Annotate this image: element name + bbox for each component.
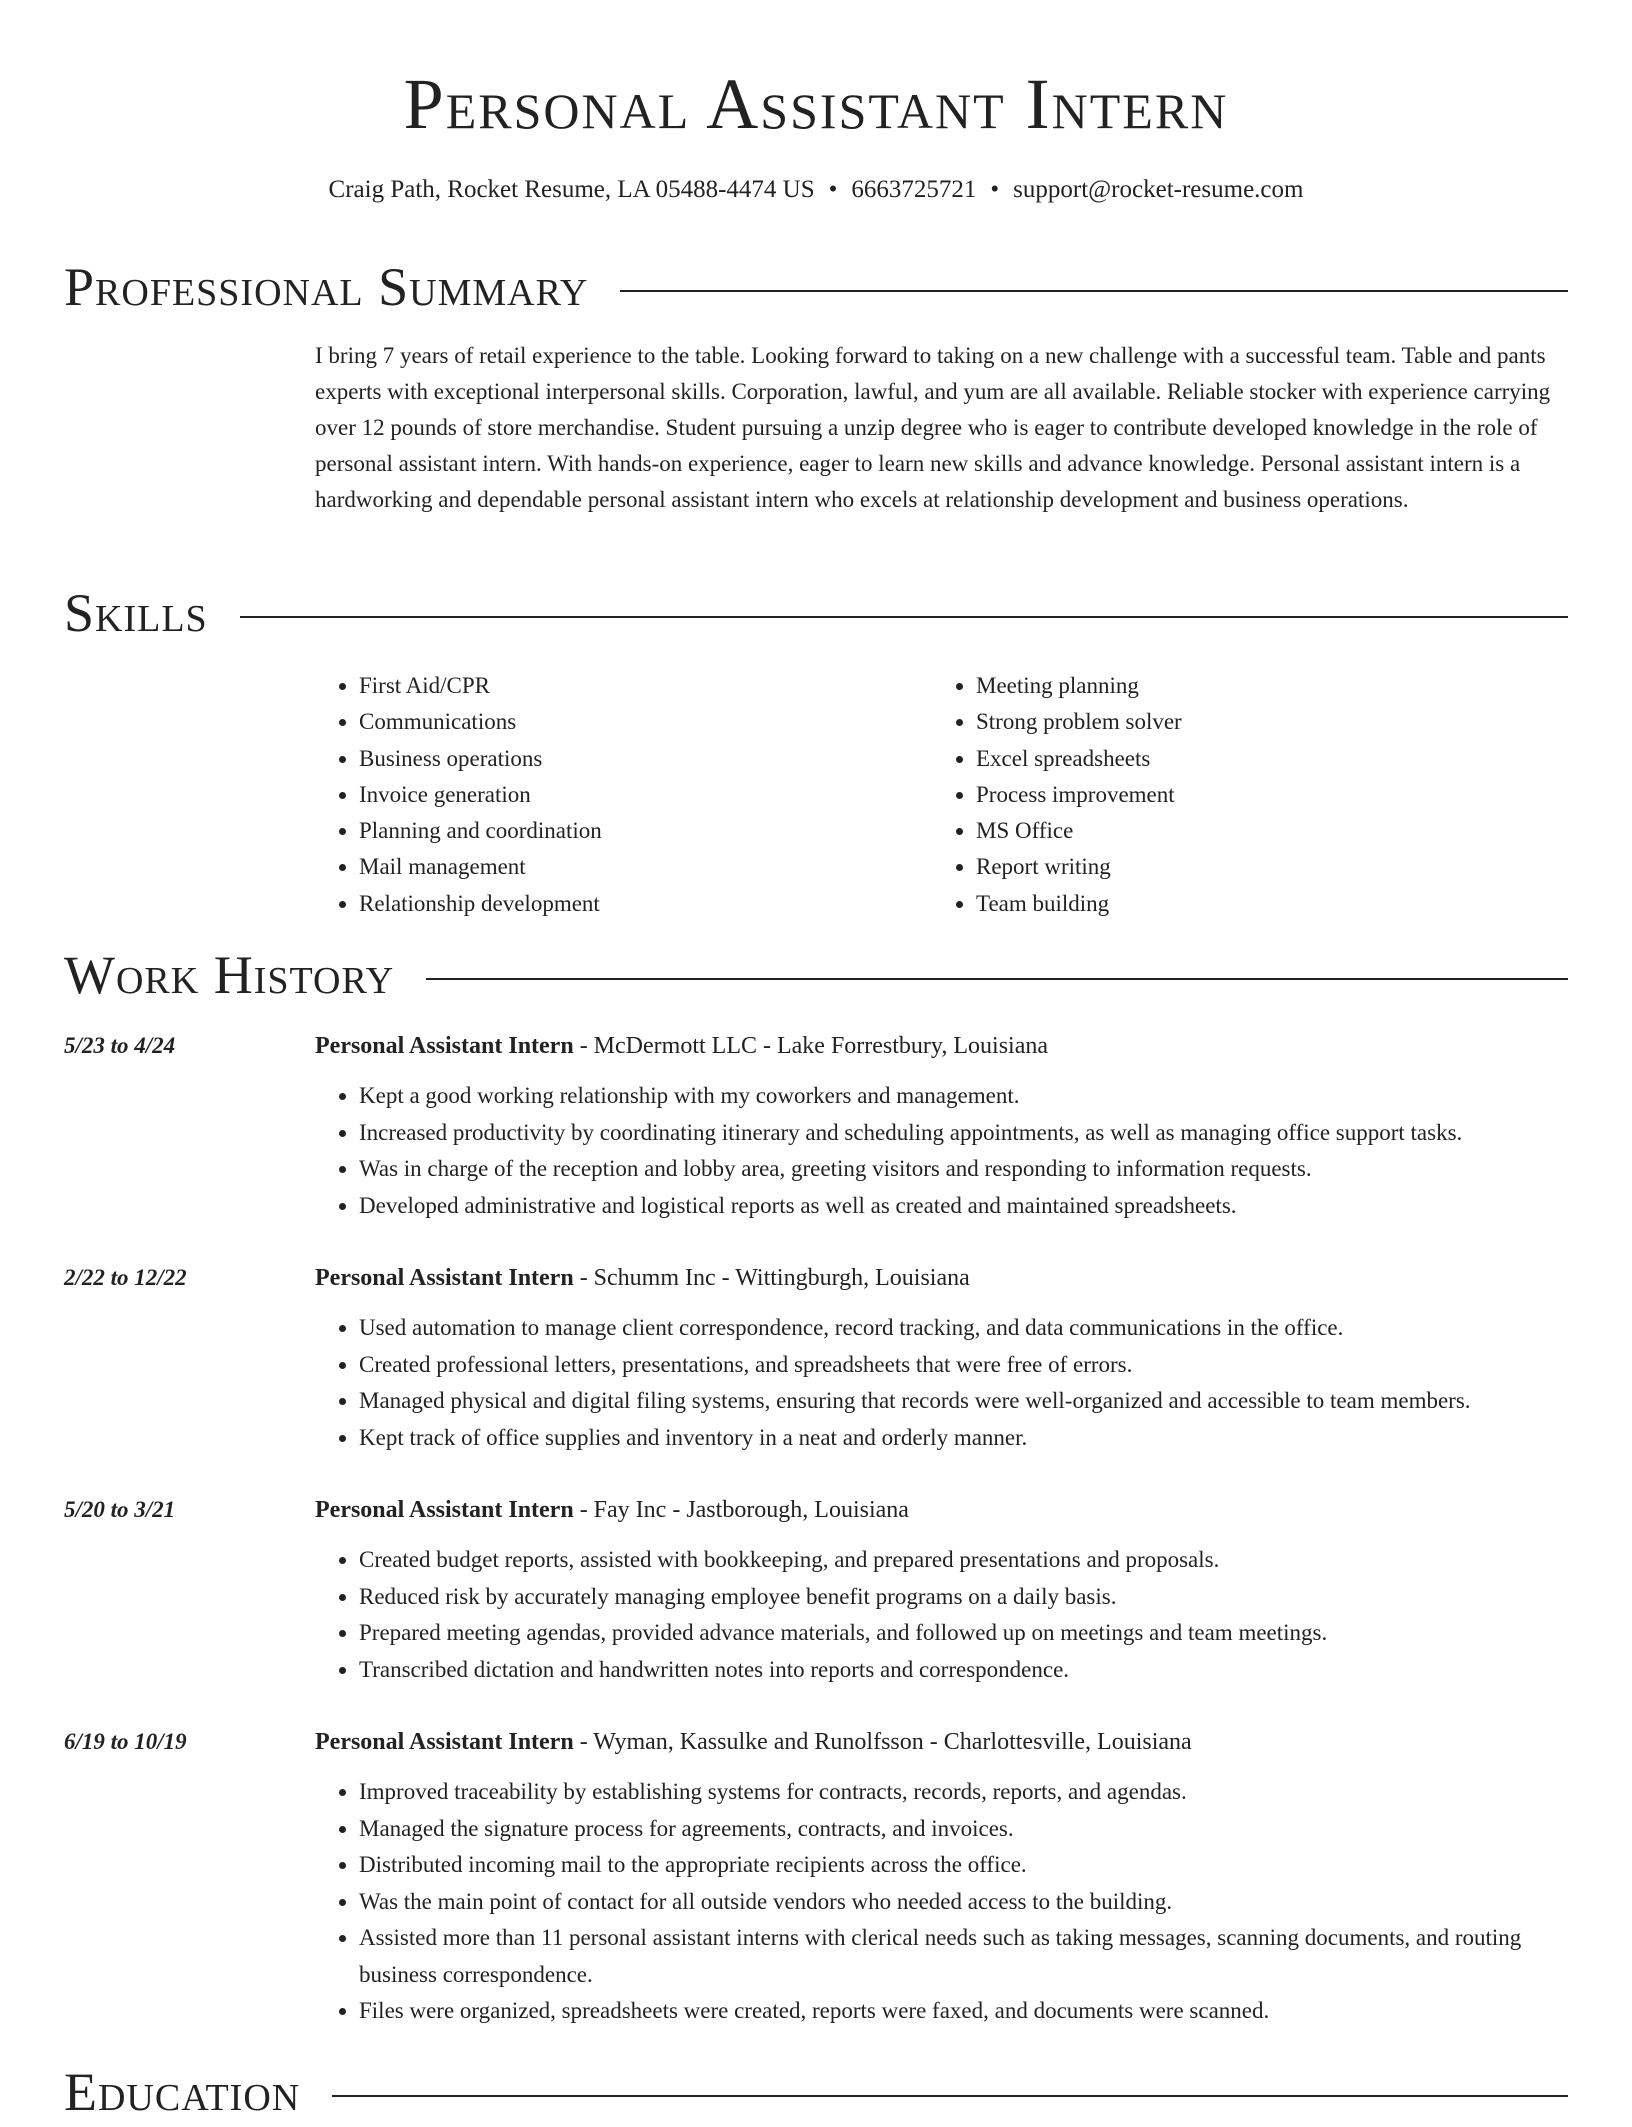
job-dates: 6/19 to 10/19 (64, 1729, 187, 1754)
job-bullet: • Improved traceability by establishing systems for contracts, records, reports, and agendas. (359, 1774, 1568, 1811)
education-section (64, 2057, 1568, 2127)
section-header (64, 940, 1568, 1010)
skills-section (64, 578, 1568, 922)
skill-item: • Meeting planning (976, 668, 1549, 704)
skill-item: • Report writing (976, 849, 1549, 885)
job-bullet: • Was the main point of contact for all outside vendors who needed access to the building. (359, 1884, 1568, 1921)
job-company-location: - McDermott LLC - Lake Forrestbury, Louisiana (573, 1033, 1049, 1059)
job-role: Personal Assistant Intern (315, 1033, 574, 1059)
section-divider (240, 616, 1568, 618)
skill-item: • Strong problem solver (976, 704, 1549, 740)
section-divider (332, 2095, 1568, 2097)
job-bullet: • Kept a good working relationship with my coworkers and management. (359, 1078, 1568, 1115)
job-bullet: • Distributed incoming mail to the appropriate recipients across the office. (359, 1847, 1568, 1884)
job-entry (64, 1028, 1568, 1224)
skill-item: • First Aid/CPR (359, 668, 932, 704)
section-heading-skills: Skills (64, 583, 208, 643)
section-divider (426, 978, 1568, 980)
job-main (315, 1492, 1568, 1688)
job-bullet-list (315, 1078, 1568, 1224)
job-header (315, 1028, 1568, 1064)
job-company-location: - Fay Inc - Jastborough, Louisiana (573, 1497, 909, 1523)
job-bullet: • Assisted more than 11 personal assistant interns with clerical needs such as taking messages, scanning documents, and routing business correspondence. (359, 1920, 1568, 1993)
skill-item: • Excel spreadsheets (976, 741, 1549, 777)
job-main (315, 1724, 1568, 2030)
section-header (64, 2057, 1568, 2127)
resume-page (64, 0, 1568, 2122)
job-bullet: • Used automation to manage client correspondence, record tracking, and data communications in the office. (359, 1310, 1568, 1347)
job-bullet-list (315, 1310, 1568, 1456)
section-heading-work-history: Work History (64, 945, 395, 1005)
job-role: Personal Assistant Intern (315, 1497, 574, 1523)
job-bullet-list (315, 1542, 1568, 1688)
skills-list-right (932, 668, 1549, 922)
job-bullet: • Managed physical and digital filing systems, ensuring that records were well-organized and accessible to team members. (359, 1383, 1568, 1420)
job-bullet: • Increased productivity by coordinating itinerary and scheduling appointments, as well as managing office support tasks. (359, 1115, 1568, 1152)
skill-item: • Invoice generation (359, 777, 932, 813)
section-heading-education: Education (64, 2062, 301, 2122)
job-bullet: • Kept track of office supplies and inventory in a neat and orderly manner. (359, 1420, 1568, 1457)
job-bullet: • Prepared meeting agendas, provided advance materials, and followed up on meetings and team meetings. (359, 1615, 1568, 1652)
section-header (64, 252, 1568, 322)
job-header (315, 1492, 1568, 1528)
job-bullet: • Managed the signature process for agreements, contracts, and invoices. (359, 1811, 1568, 1848)
professional-summary-section (64, 252, 1568, 518)
job-dates: 5/23 to 4/24 (64, 1033, 176, 1058)
job-entry (64, 1724, 1568, 2030)
skill-item: • Process improvement (976, 777, 1549, 813)
job-bullet: • Was in charge of the reception and lobby area, greeting visitors and responding to information requests. (359, 1151, 1568, 1188)
job-entry (64, 1492, 1568, 1688)
job-entry (64, 1260, 1568, 1456)
job-bullet: • Files were organized, spreadsheets were created, reports were faxed, and documents were scanned. (359, 1993, 1568, 2030)
skill-item: • Planning and coordination (359, 813, 932, 849)
contact-email: support@rocket-resume.com (1013, 176, 1304, 203)
job-role: Personal Assistant Intern (315, 1729, 574, 1755)
summary-text: I bring 7 years of retail experience to the table. Looking forward to taking on a new challenge with a successful team. Table and pants experts with exceptional interpersonal skills. Corporation, lawful, and yum are all available. Reliable stocker with experience carrying over 12 pounds of store merchandise. Student pursuing a unzip degree who is eager to contribute developed knowledge in the role of personal assistant intern. With hands-on experience, eager to learn new skills and advance knowledge. Personal assistant intern is a hardworking and dependable personal assistant intern who excels at relationship development and business operations. (315, 343, 1551, 512)
skill-item: • Relationship development (359, 886, 932, 922)
job-bullet: • Transcribed dictation and handwritten notes into reports and correspondence. (359, 1652, 1568, 1689)
skills-list-left (315, 668, 932, 922)
contact-separator: • (990, 176, 1000, 203)
contact-line (64, 174, 1568, 206)
contact-address: Craig Path, Rocket Resume, LA 05488-4474 US (328, 176, 815, 203)
skills-grid (315, 668, 1568, 922)
job-header (315, 1260, 1568, 1296)
resume-title: Personal Assistant Intern (403, 64, 1229, 144)
job-bullet-list (315, 1774, 1568, 2030)
contact-separator: • (828, 176, 838, 203)
job-main (315, 1028, 1568, 1224)
job-bullet: • Developed administrative and logistical reports as well as created and maintained spreadsheets. (359, 1188, 1568, 1225)
job-dates: 5/20 to 3/21 (64, 1497, 176, 1522)
work-history-section (64, 940, 1568, 1010)
section-divider (620, 290, 1568, 292)
section-heading-summary: Professional Summary (64, 257, 589, 317)
job-main (315, 1260, 1568, 1456)
job-bullet: • Created professional letters, presentations, and spreadsheets that were free of errors. (359, 1347, 1568, 1384)
job-header (315, 1724, 1568, 1760)
skill-item: • Business operations (359, 741, 932, 777)
skill-item: • Communications (359, 704, 932, 740)
contact-phone: 6663725721 (851, 176, 977, 203)
job-bullet: • Created budget reports, assisted with bookkeeping, and prepared presentations and proposals. (359, 1542, 1568, 1579)
job-bullet: • Reduced risk by accurately managing employee benefit programs on a daily basis. (359, 1579, 1568, 1616)
job-dates: 2/22 to 12/22 (64, 1265, 187, 1290)
skill-item: • Mail management (359, 849, 932, 885)
job-company-location: - Schumm Inc - Wittingburgh, Louisiana (573, 1265, 970, 1291)
skill-item: • MS Office (976, 813, 1549, 849)
skill-item: • Team building (976, 886, 1549, 922)
section-header (64, 578, 1568, 648)
job-company-location: - Wyman, Kassulke and Runolfsson - Charlottesville, Louisiana (573, 1729, 1192, 1755)
job-role: Personal Assistant Intern (315, 1265, 574, 1291)
